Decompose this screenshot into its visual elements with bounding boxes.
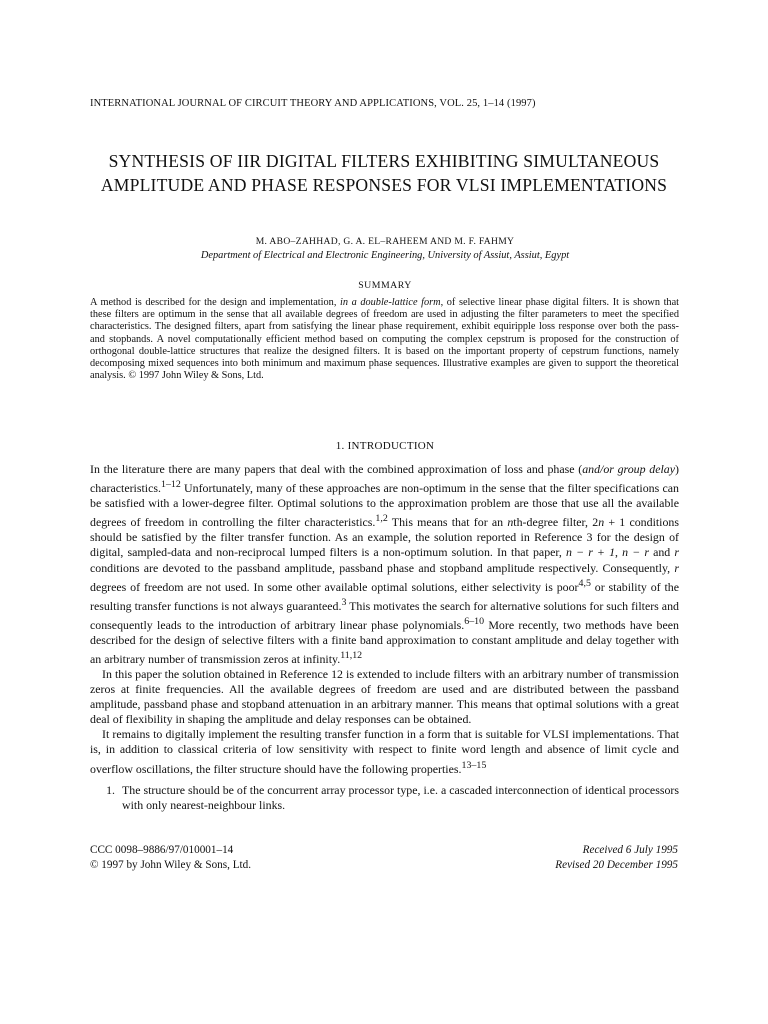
body-text: ) characteristics. <box>90 462 679 496</box>
summary-emphasis: in a double-lattice form <box>340 297 441 308</box>
citation-ref: 1,2 <box>375 513 388 525</box>
summary-heading: SUMMARY <box>358 280 412 291</box>
body-text: This means that for an <box>387 515 508 530</box>
footer-publication-info <box>90 843 251 873</box>
body-paragraph: In this paper the solution obtained in Reference 12 is extended to include filters with an arbitrary number of transmission zeros at finite frequencies. All the available degrees of freedom are used and are distributed between the passband amplitude, passband phase and stopband attenuation in an arbitrary manner. This means that optimal solutions with a great deal of flexibility in shaping the amplitude and delay responses can be obtained. <box>90 666 679 727</box>
copyright-line: © 1997 by John Wiley & Sons, Ltd. <box>90 859 252 871</box>
summary-text-part: A method is described for the design and implementation, <box>90 297 340 308</box>
citation-ref: 1–12 <box>160 479 181 491</box>
citation-ref: 13–15 <box>461 759 487 771</box>
summary-paragraph <box>90 297 679 382</box>
revised-date: Revised 20 December 1995 <box>555 859 678 871</box>
body-text: In the literature there are many papers that deal with the combined approximation of loss and phase ( <box>90 462 583 476</box>
received-date: Received 6 July 1995 <box>582 844 678 856</box>
article-code: CCC 0098–9886/97/010001–14 <box>90 844 234 856</box>
math-expression: n − r + 1 <box>566 545 616 560</box>
body-text: This motivates the search for alternative solutions for such filters and consequently leads to the introduction of arbitrary linear phase polynomials. <box>90 598 679 632</box>
body-text: conditions are devoted to the passband amplitude, passband phase and stopband amplitude respectively. Consequently, <box>90 560 675 575</box>
body-text: th-degree filter, 2 <box>513 515 599 530</box>
math-variable: n <box>507 515 514 530</box>
body-italic: and/or group delay <box>582 462 676 476</box>
introduction-body <box>90 462 679 813</box>
journal-header: INTERNATIONAL JOURNAL OF CIRCUIT THEORY AND APPLICATIONS, VOL. 25, 1–14 (1997) <box>90 98 536 109</box>
summary-abstract <box>90 297 679 382</box>
property-list <box>90 783 679 813</box>
math-expression: n − r <box>622 545 649 560</box>
math-variable: n <box>598 515 605 530</box>
body-text: Unfortunately, many of these approaches are non-optimum in the sense that the filter specifications can be satisfied with a lower-degree filter. Optimal solutions to the approximation problem are those that use all the available degrees of freedom in controlling the filter characteristics. <box>90 481 679 530</box>
body-text: degrees of freedom are not used. In some other available optimal solutions, either selectivity is poor <box>90 579 579 594</box>
list-item: 1. The structure should be of the concurrent array processor type, i.e. a cascaded interconnection of identical processors with only nearest-neighbour links. <box>118 783 679 813</box>
body-text: It remains to digitally implement the resulting transfer function in a form that is suitable for VLSI implementations. That is, in addition to classical criteria of low sensitivity with respect to finite word length and absence of limit cycle and overflow oscillations, the filter structure should have the following properties. <box>90 727 679 776</box>
body-text: or stability of the resulting transfer functions is not always guaranteed. <box>90 579 680 613</box>
body-text: + 1 conditions should be satisfied by the filter transfer function. As an example, the solution reported in Reference 3 for the design of digital, sampled-data and non-reciprocal lumped filters is a non-optimum solution. In that paper, <box>90 515 679 560</box>
math-variable: r <box>674 560 679 575</box>
summary-text-part: , of selective linear phase digital filters. It is shown that these filters are optimum in the sense that all available degrees of freedom are used in adjusting the filter parameters to meet the specified characteristics. The designed filters, apart from satisfying the linear phase requirement, exhibit equiripple loss response over both the pass- and stopbands. A novel computationally efficient method based on computing the complex cepstrum is proposed for the construction of orthogonal double-lattice structures that realize the designed filters. It is based on the important property of cepstrum functions, namely decomposing mixed sequences into both minimum and maximum phase sequences. Illustrative examples are given to support the theoretical analysis. © 1997 John Wiley & Sons, Ltd. <box>90 297 680 382</box>
citation-ref: 3 <box>341 596 347 608</box>
paper-title: SYNTHESIS OF IIR DIGITAL FILTERS EXHIBITING SIMULTANEOUS AMPLITUDE AND PHASE RESPONSES FOR VLSI IMPLEMENTATIONS <box>100 151 668 195</box>
body-paragraph <box>90 727 679 776</box>
body-text: and <box>648 545 675 560</box>
body-paragraph <box>90 462 679 667</box>
footer-dates <box>555 843 678 873</box>
author-list: M. ABO–ZAHHAD, G. A. EL–RAHEEM AND M. F. FAHMY <box>255 236 515 247</box>
math-variable: r <box>674 545 679 560</box>
author-affiliation: Department of Electrical and Electronic Engineering, University of Assiut, Assiut, Egypt <box>200 250 570 261</box>
body-text: , <box>615 545 623 560</box>
citation-ref: 11,12 <box>340 649 363 661</box>
section-heading-introduction: 1. INTRODUCTION <box>335 440 435 452</box>
citation-ref: 4,5 <box>578 577 591 589</box>
body-text: More recently, two methods have been described for the design of selective filters with a finite band approximation to constant amplitude and delay together with an arbitrary number of transmission zeros at infinity. <box>90 617 679 666</box>
citation-ref: 6–10 <box>464 615 485 627</box>
